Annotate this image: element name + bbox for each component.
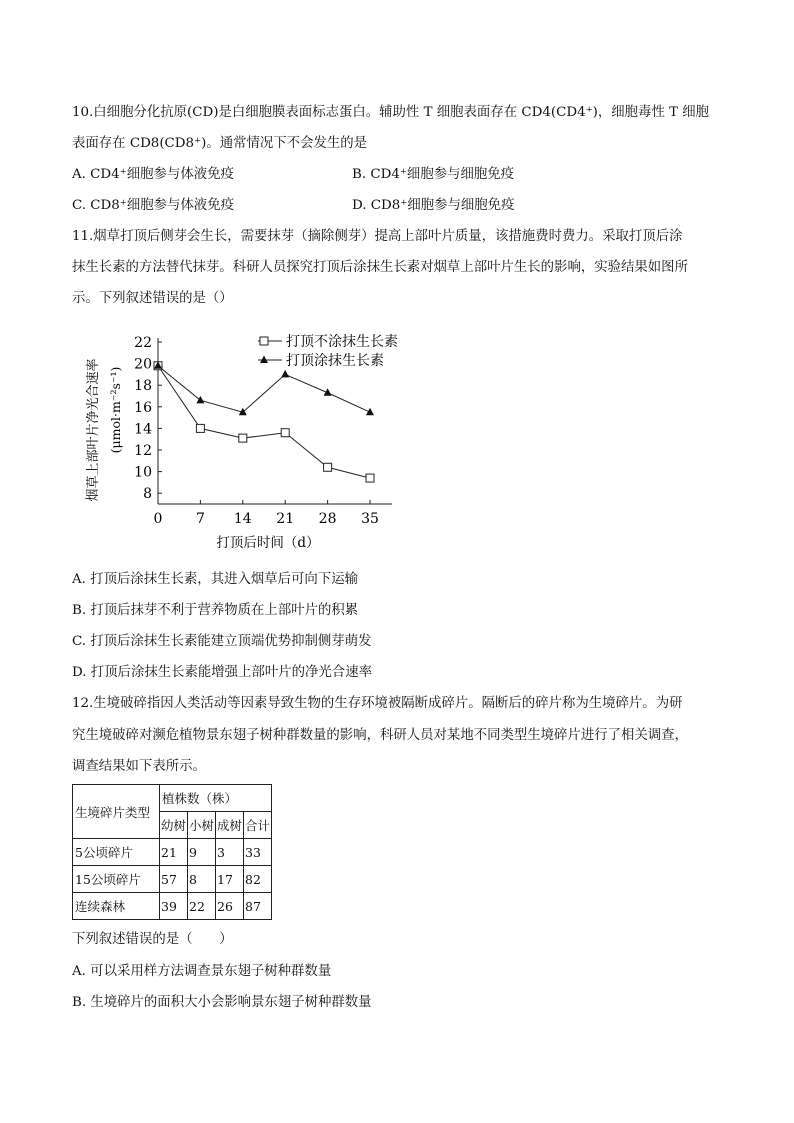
q10-option-a: A. CD4⁺细胞参与体液免疫 [72, 167, 234, 182]
data-point-square [239, 434, 247, 442]
legend-label: 打顶不涂抹生长素 [286, 334, 398, 350]
data-point-square [260, 337, 268, 345]
table-cell: 22 [188, 893, 216, 920]
photosynthesis-chart [80, 318, 410, 556]
table-subheader: 小树 [188, 812, 216, 839]
y-tick-label: 8 [143, 486, 152, 503]
table-subheader: 成树 [216, 812, 244, 839]
q10-stem-line1: 10.白细胞分化抗原(CD)是白细胞膜表面标志蛋白。辅助性 T 细胞表面存在 CD4(CD4⁺)，细胞毒性 T 细胞 [72, 105, 710, 120]
table-cell: 9 [188, 839, 216, 866]
y-tick-label: 18 [134, 378, 152, 395]
y-tick-label: 10 [134, 464, 152, 481]
x-tick-label: 14 [233, 511, 252, 527]
x-tick-label: 35 [361, 511, 379, 527]
x-tick-label: 28 [318, 511, 337, 527]
q12-stem-line3: 调查结果如下表所示。 [72, 759, 206, 774]
chart-legend [258, 333, 398, 369]
chart-y-axis-label: 烟草上部叶片净光合速率 [86, 358, 101, 502]
y-tick-label: 16 [134, 399, 152, 416]
table-cell: 3 [216, 839, 244, 866]
q11-option-c: C. 打顶后涂抹生长素能建立顶端优势抑制侧芽萌发 [72, 634, 372, 649]
table-row-label: 15公顷碎片 [73, 866, 160, 893]
data-point-triangle [281, 370, 289, 378]
y-tick-label: 14 [134, 421, 152, 438]
data-point-square [281, 429, 289, 437]
table-cell: 26 [216, 893, 244, 920]
table-header-group: 植株数（株） [160, 785, 272, 812]
x-tick-label: 0 [153, 511, 163, 527]
q10-option-d: D. CD8⁺细胞参与细胞免疫 [352, 198, 515, 213]
table-header-type: 生境碎片类型 [73, 785, 160, 839]
y-tick-label: 20 [134, 356, 152, 373]
q11-option-b: B. 打顶后抹芽不利于营养物质在上部叶片的积累 [72, 603, 359, 618]
q10-stem-line2: 表面存在 CD8(CD8⁺)。通常情况下不会发生的是 [72, 136, 368, 151]
x-tick-label: 21 [276, 511, 295, 527]
table-row-label: 连续森林 [73, 893, 160, 920]
q11-option-a: A. 打顶后涂抹生长素，其进入烟草后可向下运输 [72, 572, 358, 587]
table-row [73, 866, 272, 893]
data-point-square [196, 424, 204, 432]
q12-after-table: 下列叙述错误的是（ ） [72, 932, 233, 947]
data-point-square [324, 463, 332, 471]
table-cell: 57 [160, 866, 188, 893]
q11-option-d: D. 打顶后涂抹生长素能增强上部叶片的净光合速率 [72, 665, 372, 680]
q12-option-a: A. 可以采用样方法调查景东翅子树种群数量 [72, 964, 332, 979]
table-row [73, 839, 272, 866]
q12-stem-line1: 12.生境破碎指因人类活动等因素导致生物的生存环境被隔断成碎片。隔断后的碎片称为生境碎片。为研 [72, 696, 683, 711]
q10-option-b: B. CD4⁺细胞参与细胞免疫 [352, 167, 515, 182]
table-row-label: 5公顷碎片 [73, 839, 160, 866]
data-point-triangle [260, 356, 268, 364]
chart-series [154, 361, 374, 482]
chart-svg [80, 318, 410, 556]
table-subheader: 幼树 [160, 812, 188, 839]
q10-option-c: C. CD8⁺细胞参与体液免疫 [72, 198, 234, 213]
q12-option-b: B. 生境碎片的面积大小会影响景东翅子树种群数量 [72, 995, 372, 1010]
data-point-square [366, 474, 374, 482]
table-cell: 39 [160, 893, 188, 920]
q11-stem-line3: 示。下列叙述错误的是（） [72, 291, 233, 306]
series-line [158, 366, 370, 478]
table-cell: 33 [244, 839, 272, 866]
table-cell: 21 [160, 839, 188, 866]
chart-x-axis-label: 打顶后时间（d） [216, 535, 320, 551]
y-tick-label: 12 [134, 443, 152, 459]
habitat-table [72, 784, 272, 920]
table-row [73, 893, 272, 920]
series-line [158, 366, 370, 412]
table-cell: 87 [244, 893, 272, 920]
legend-label: 打顶涂抹生长素 [286, 353, 384, 369]
q12-stem-line2: 究生境破碎对濒危植物景东翅子树种群数量的影响，科研人员对某地不同类型生境碎片进行了相关调查， [72, 728, 688, 743]
table-cell: 82 [244, 866, 272, 893]
x-tick-label: 7 [195, 511, 205, 527]
q11-stem-line2: 抹生长素的方法替代抹芽。科研人员探究打顶后涂抹生长素对烟草上部叶片生长的影响，实验结果如图所 [72, 260, 688, 275]
data-point-triangle [196, 396, 204, 404]
table-cell: 8 [188, 866, 216, 893]
chart-y-axis-unit: (μmol·m⁻²s⁻¹) [108, 366, 123, 454]
series-0 [154, 362, 374, 482]
y-tick-label: 22 [134, 335, 152, 351]
series-1 [154, 361, 374, 415]
table-subheader: 合计 [244, 812, 272, 839]
table-cell: 17 [216, 866, 244, 893]
q11-stem-line1: 11.烟草打顶后侧芽会生长，需要抹芽（摘除侧芽）提高上部叶片质量，该措施费时费力。采取打顶后涂 [72, 229, 683, 244]
